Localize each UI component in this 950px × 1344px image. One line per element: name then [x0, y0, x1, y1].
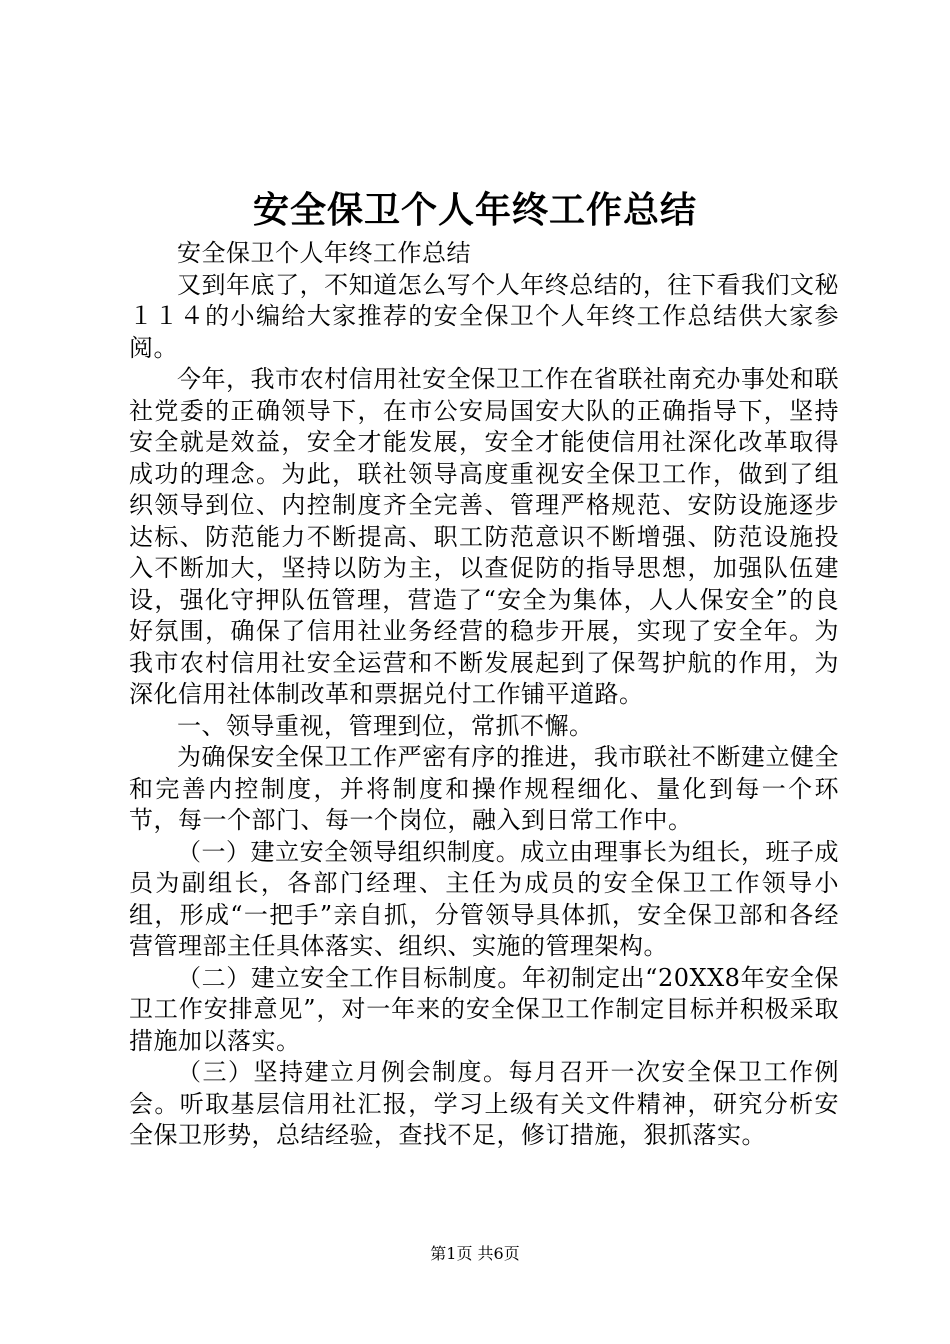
paragraph-summary: 今年，我市农村信用社安全保卫工作在省联社南充办事处和联社党委的正确领导下，在市公安局国安大队的正确指导下，坚持安全就是效益，安全才能发展，安全才能使信用社深化改革取得成功的理念。为此，联社领导高度重视安全保卫工作，做到了组织领导到位、内控制度齐全完善、管理严格规范、安防设施逐步达标、防范能力不断提高、职工防范意识不断增强、防范设施投入不断加大，坚持以防为主，以查促防的指导思想，加强队伍建设，强化守押队伍管理，营造了“安全为集体，人人保安全”的良好氛围，确保了信用社业务经营的稳步开展，实现了安全年。为我市农村信用社安全运营和不断发展起到了保驾护航的作用，为深化信用社体制改革和票据兑付工作铺平道路。	[129, 365, 839, 708]
paragraph-item-3: （三）坚持建立月例会制度。每月召开一次安全保卫工作例会。听取基层信用社汇报，学习上级有关文件精神，研究分析安全保卫形势，总结经验，查找不足，修订措施，狠抓落实。	[129, 1058, 839, 1149]
paragraph-intro: 又到年底了，不知道怎么写个人年终总结的，往下看我们文秘１１４的小编给大家推荐的安全保卫个人年终工作总结供大家参阅。	[129, 270, 839, 362]
document-title: 安全保卫个人年终工作总结	[252, 189, 697, 231]
paragraph-item-2: （二）建立安全工作目标制度。年初制定出“20XX8年安全保卫工作安排意见”，对一年来的安全保卫工作制定目标并积极采取措施加以落实。	[129, 963, 839, 1055]
section-heading-1: 一、领导重视，管理到位，常抓不懈。	[177, 711, 594, 740]
document-body	[129, 238, 839, 1152]
page-number-footer: 第1页 共6页	[430, 1244, 520, 1263]
paragraph-item-1: （一）建立安全领导组织制度。成立由理事长为组长，班子成员为副组长，各部门经理、主任为成员的安全保卫工作领导小组，形成“一把手”亲自抓，分管领导具体抓，安全保卫部和各经营管理部主任具体落实、组织、实施的管理架构。	[129, 837, 839, 960]
paragraph-subtitle: 安全保卫个人年终工作总结	[177, 239, 471, 267]
paragraph-section-1: 为确保安全保卫工作严密有序的推进，我市联社不断建立健全和完善内控制度，并将制度和操作规程细化、量化到每一个环节，每一个部门、每一个岗位，融入到日常工作中。	[129, 743, 839, 834]
